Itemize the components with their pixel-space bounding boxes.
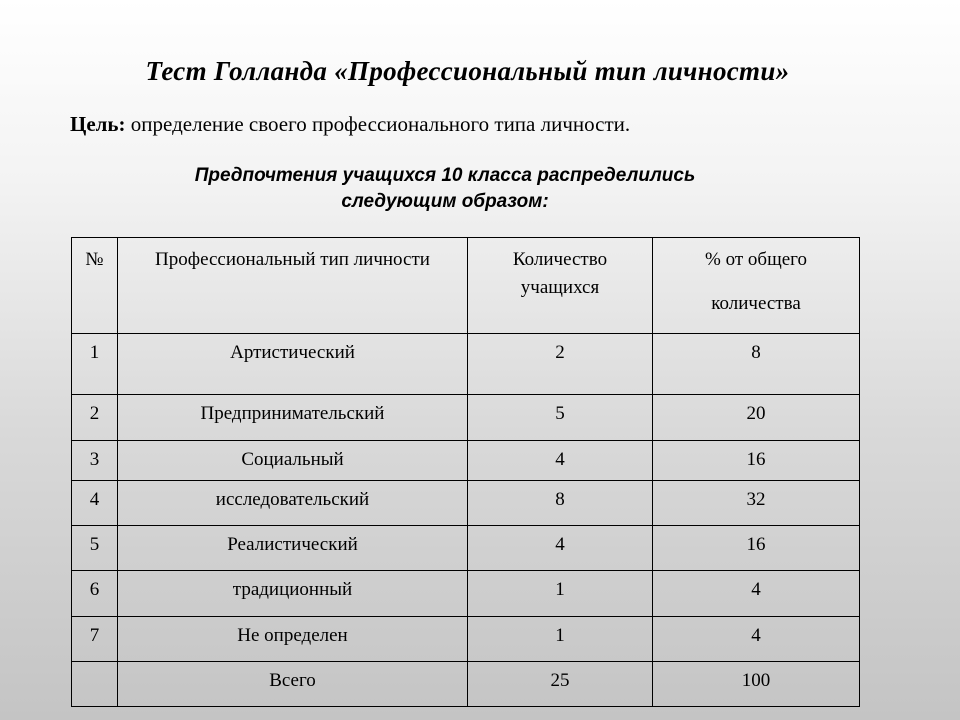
cell-number: 4 <box>72 481 118 526</box>
cell-count: 1 <box>468 617 653 662</box>
header-percent-line-2: количества <box>711 293 801 314</box>
cell-number: 1 <box>72 334 118 395</box>
header-count-line-1: Количество <box>512 249 608 270</box>
header-type <box>118 238 468 334</box>
cell-percent: 4 <box>653 571 860 617</box>
cell-number <box>72 662 118 707</box>
goal-line <box>70 112 630 137</box>
header-type-label: Профессиональный тип личности <box>155 249 430 270</box>
cell-type: исследовательский <box>118 481 468 526</box>
cell-count: 5 <box>468 395 653 441</box>
table-caption-line-2: следующим образом: <box>341 191 549 212</box>
cell-type: традиционный <box>118 571 468 617</box>
table-caption <box>100 163 790 215</box>
cell-number: 3 <box>72 441 118 481</box>
goal-text: определение своего профессионального типа личности. <box>130 112 631 136</box>
header-number <box>72 238 118 334</box>
table-total-row <box>72 662 860 707</box>
cell-percent: 4 <box>653 617 860 662</box>
cell-count: 1 <box>468 571 653 617</box>
table-row <box>72 334 860 395</box>
cell-number: 2 <box>72 395 118 441</box>
cell-type: Социальный <box>118 441 468 481</box>
cell-total-count: 25 <box>468 662 653 707</box>
cell-count: 4 <box>468 441 653 481</box>
cell-total-label: Всего <box>118 662 468 707</box>
page-title: Тест Голланда «Профессиональный тип личности» <box>145 56 790 86</box>
cell-percent: 20 <box>653 395 860 441</box>
cell-percent: 8 <box>653 334 860 395</box>
header-number-label: № <box>85 249 104 270</box>
cell-type: Реалистический <box>118 526 468 571</box>
goal-label: Цель: <box>70 112 126 136</box>
table-header-row <box>72 238 860 334</box>
table-row <box>72 617 860 662</box>
cell-number: 5 <box>72 526 118 571</box>
table-row <box>72 571 860 617</box>
cell-count: 4 <box>468 526 653 571</box>
cell-number: 6 <box>72 571 118 617</box>
header-percent-line-1: % от общего <box>705 249 807 270</box>
cell-type: Предпринимательский <box>118 395 468 441</box>
table-caption-line-1: Предпочтения учащихся 10 класса распределились <box>194 165 696 186</box>
cell-count: 8 <box>468 481 653 526</box>
cell-percent: 16 <box>653 526 860 571</box>
header-count <box>468 238 653 334</box>
cell-total-percent: 100 <box>653 662 860 707</box>
header-count-line-2: учащихся <box>520 277 600 298</box>
cell-percent: 32 <box>653 481 860 526</box>
cell-number: 7 <box>72 617 118 662</box>
cell-count: 2 <box>468 334 653 395</box>
header-percent <box>653 238 860 334</box>
cell-type: Не определен <box>118 617 468 662</box>
cell-type: Артистический <box>118 334 468 395</box>
results-table <box>71 237 860 707</box>
table-row <box>72 481 860 526</box>
table-row <box>72 441 860 481</box>
table-row <box>72 526 860 571</box>
table-row <box>72 395 860 441</box>
cell-percent: 16 <box>653 441 860 481</box>
